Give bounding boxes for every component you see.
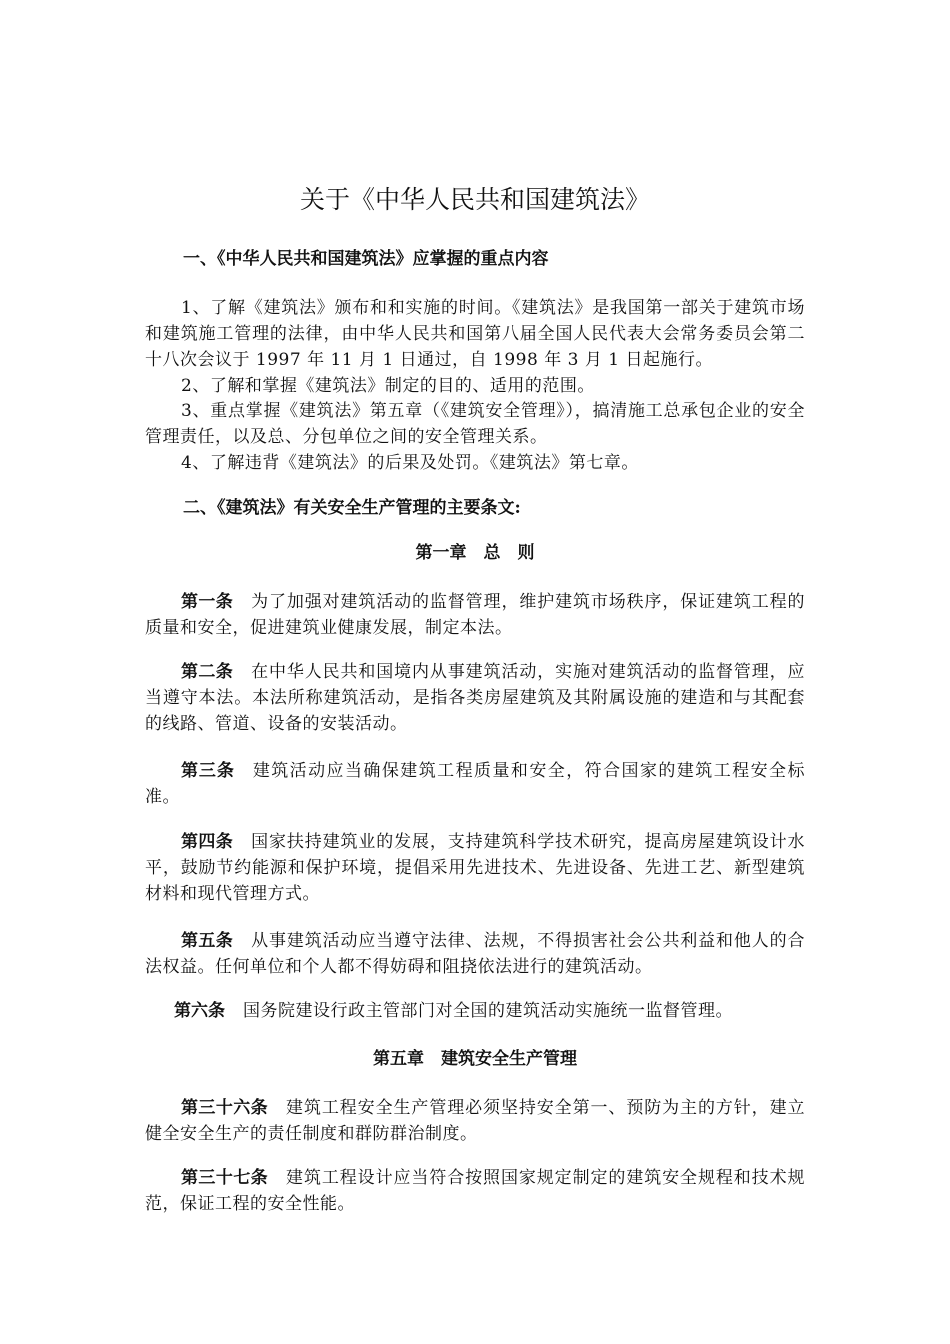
article-label: 第二条 — [181, 662, 234, 682]
article-4 — [145, 829, 805, 907]
section1-item-2: 2、了解和掌握《建筑法》制定的目的、适用的范围。 — [181, 376, 595, 396]
article-text: 为了加强对建筑活动的监督管理，维护建筑市场秩序，保证建筑工程的质量和安全，促进建筑业健康发展，制定本法。 — [145, 592, 806, 638]
article-6 — [174, 998, 834, 1024]
article-text: 建筑工程设计应当符合按照国家规定制定的建筑安全规程和技术规范，保证工程的安全性能。 — [145, 1168, 806, 1214]
section-heading-1: 一、《中华人民共和国建筑法》应掌握的重点内容 — [183, 249, 549, 269]
article-36 — [145, 1095, 805, 1147]
article-1 — [145, 589, 805, 641]
chapter-5-title: 第五章 建筑安全生产管理 — [373, 1049, 577, 1069]
article-text: 国家扶持建筑业的发展，支持建筑科学技术研究，提高房屋建筑设计水平，鼓励节约能源和保护环境，提倡采用先进技术、先进设备、先进工艺、新型建筑材料和现代管理方式。 — [145, 832, 806, 904]
article-3 — [145, 758, 805, 810]
article-text: 从事建筑活动应当遵守法律、法规，不得损害社会公共利益和他人的合法权益。任何单位和个人都不得妨碍和阻挠依法进行的建筑活动。 — [145, 931, 806, 977]
section1-item-3: 3、重点掌握《建筑法》第五章（《建筑安全管理》），搞清施工总承包企业的安全管理责任，以及总、分包单位之间的安全管理关系。 — [145, 401, 805, 447]
section1-item-4: 4、了解违背《建筑法》的后果及处罚。《建筑法》第七章。 — [181, 453, 639, 473]
document-title: 关于《中华人民共和国建筑法》 — [299, 185, 650, 214]
article-label: 第一条 — [181, 592, 234, 612]
article-2 — [145, 659, 805, 737]
article-label: 第四条 — [181, 832, 234, 852]
article-text: 建筑工程安全生产管理必须坚持安全第一、预防为主的方针，建立健全安全生产的责任制度和群防群治制度。 — [145, 1098, 806, 1144]
article-5 — [145, 928, 805, 980]
article-text: 在中华人民共和国境内从事建筑活动，实施对建筑活动的监督管理，应当遵守本法。本法所称建筑活动，是指各类房屋建筑及其附属设施的建造和与其配套的线路、管道、设备的安装活动。 — [145, 662, 806, 734]
article-37 — [145, 1165, 805, 1217]
chapter-1-title: 第一章 总 则 — [415, 543, 535, 563]
article-label: 第五条 — [181, 931, 234, 951]
section1-item-1: 1、了解《建筑法》颁布和和实施的时间。《建筑法》是我国第一部关于建筑市场和建筑施工管理的法律，由中华人民共和国第八届全国人民代表大会常务委员会第二十八次会议于 1997 年 11 月 1 日通过，自 1998 年 3 月 1 日起施行。 — [145, 298, 805, 370]
article-label: 第三十六条 — [181, 1098, 269, 1118]
section-heading-2: 二、《建筑法》有关安全生产管理的主要条文: — [183, 498, 521, 518]
article-text: 建筑活动应当确保建筑工程质量和安全，符合国家的建筑工程安全标准。 — [145, 761, 805, 807]
article-text: 国务院建设行政主管部门对全国的建筑活动实施统一监督管理。 — [243, 1001, 733, 1021]
article-label: 第三条 — [181, 761, 235, 781]
article-label: 第三十七条 — [181, 1168, 269, 1188]
article-label: 第六条 — [174, 1001, 225, 1021]
